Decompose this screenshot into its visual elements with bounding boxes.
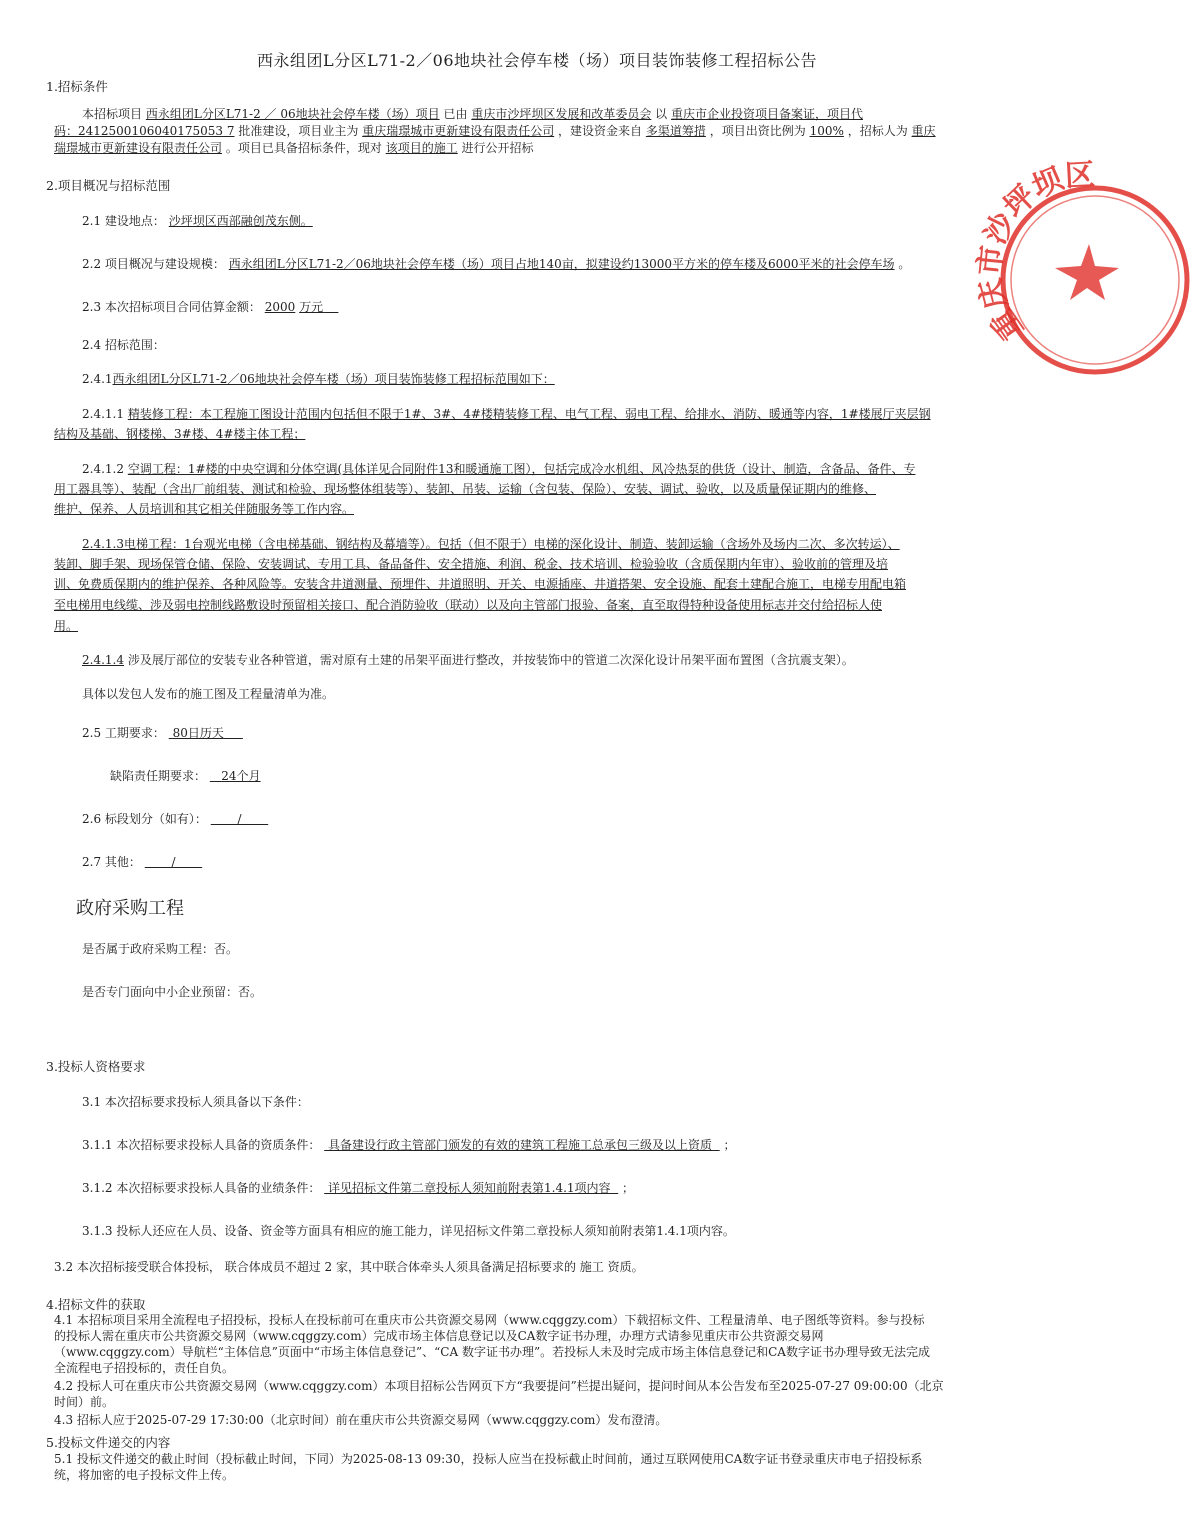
section-5-heading: 5.投标文件递交的内容: [46, 1435, 171, 1450]
s2-2-label: 2.2 项目概况与建设规模：: [82, 257, 225, 271]
s2-6-label: 2.6 标段划分（如有）：: [82, 812, 207, 826]
s1-record: 重庆市企业投资项目备案证，项目代: [671, 107, 864, 121]
s1-text: 。项目已具备招标条件，现对: [225, 141, 382, 155]
s2-5-line: [82, 724, 243, 742]
s3-1-2-line: [82, 1179, 634, 1197]
s2-5-label: 2.5 工期要求：: [82, 726, 165, 740]
s1-text: ，建设资金来自: [558, 124, 643, 138]
s2-4-1-1-line-a: [82, 405, 931, 423]
s2-4-1-4-line: [82, 651, 854, 669]
s1-text: 以: [655, 107, 668, 121]
s1-text: ，招标人为: [847, 124, 908, 138]
s2-3-unit: 万元: [299, 300, 324, 314]
s2-4-1-2-text: 空调工程：1#楼的中央空调和分体空调(具体详见合同附件13和暖通施工图），包括完成冷水机组、风冷热泵的供货（设计、制造，含备品、备件、专: [127, 462, 916, 476]
s3-2-line: 3.2 本次招标接受联合体投标， 联合体成员不超过 2 家，其中联合体牵头人须具备满足招标要求的 施工 资质。: [54, 1260, 644, 1274]
s1-scope: 该项目的施工: [385, 141, 458, 155]
s3-1-1-end: ；: [723, 1138, 736, 1152]
s3-1-2-value: 详见招标文件第二章投标人须知前附表第1.4.1项内容: [328, 1181, 611, 1195]
s2-4-note: 具体以发包人发布的施工图及工程量清单为准。: [82, 687, 335, 701]
s2-4-1-3-line-d: 至电梯用电线缆、涉及弱电控制线路敷设时预留相关接口、配合消防验收（联动）以及向主管部门报验、备案，直至取得特种设备使用标志并交付给招标人使: [54, 598, 883, 612]
s2-3-label: 2.3 本次招标项目合同估算金额：: [82, 300, 261, 314]
s2-7-line: [82, 853, 202, 871]
s2-4-1-4-num: 2.4.1.4: [82, 653, 124, 667]
s2-4-1-line: [82, 370, 555, 388]
s1-ratio: 100%: [809, 124, 844, 138]
s4-2-line-b: 时间）前。: [54, 1395, 115, 1409]
gov-q1: 是否属于政府采购工程：否。: [82, 942, 239, 956]
s2-3-line: [82, 298, 338, 316]
s5-1-line-b: 统，将加密的电子投标文件上传。: [54, 1468, 235, 1482]
s1-line-2: [54, 122, 936, 140]
s2-1-value: 沙坪坝区西部融创茂东侧。: [168, 214, 313, 228]
gov-q2: 是否专门面向中小企业预留：否。: [82, 985, 263, 999]
section-1-heading: 1.招标条件: [46, 79, 108, 94]
s2-6-value: /: [237, 812, 242, 826]
s4-3-line: 4.3 招标人应于2025-07-29 17:30:00（北京时间）前在重庆市公共资源交易网（www.cqggzy.com）发布澄清。: [54, 1413, 668, 1427]
s2-4-1-value: 西永组团L分区L71-2／06地块社会停车楼（场）项目装饰装修工程招标范围如下：: [112, 372, 555, 386]
s2-4-1-2-num: 2.4.1.2: [82, 462, 124, 476]
s1-tenderee: 重庆: [911, 124, 936, 138]
s2-1-label: 2.1 建设地点：: [82, 214, 165, 228]
s4-1-line-b: 的投标人需在重庆市公共资源交易网（www.cqggzy.com）完成市场主体信息登记以及CA数字证书办理，办理方式请参见重庆市公共资源交易网: [54, 1329, 824, 1343]
s2-6-line: [82, 810, 268, 828]
s2-4-1-3-line-b: 装卸、脚手架、现场保管仓储、保险、安装调试、专用工具、备品备件、安全措施、利润、税金、技术培训、检验验收（含质保期内年审）、验收前的管理及培: [54, 557, 889, 571]
s2-2-end: 。: [898, 257, 911, 271]
s4-1-line-c: （www.cqggzy.com）导航栏“主体信息”页面中“市场主体信息登记”、“CA 数字证书办理”。若投标人未及时完成市场主体信息登记和CA数字证书办理导致无法完成: [54, 1345, 930, 1359]
s2-2-value: 西永组团L分区L71-2／06地块社会停车楼（场）项目占地140亩，拟建设约13000平方米的停车楼及6000平米的社会停车场: [228, 257, 895, 271]
s4-2-line-a: 4.2 投标人可在重庆市公共资源交易网（www.cqggzy.com）本项目招标公告网页下方“我要提问”栏提出疑问，提问时间从本公告发布至2025-07-27 09:00:00（北京: [54, 1379, 944, 1393]
svg-text:重庆市沙坪坝区: 重庆市沙坪坝区: [972, 157, 1096, 347]
s1-tenderee: 瑞璟城市更新建设有限责任公司: [54, 141, 223, 155]
section-4-heading: 4.招标文件的获取: [46, 1297, 146, 1312]
s2-4-1-4-text: 涉及展厅部位的安装专业各种管道，需对原有土建的吊架平面进行整改，并按装饰中的管道二次深化设计吊架平面布置图（含抗震支架）。: [127, 653, 854, 667]
gov-heading: 政府采购工程: [76, 898, 184, 919]
s2-5-value: 80日历天: [172, 726, 224, 740]
s2-5b-line: [110, 767, 261, 785]
s1-project-code: 码：2412500106040175053 7: [54, 124, 235, 138]
s1-text: 批准建设，项目业主为: [238, 124, 359, 138]
s1-text: 已由: [443, 107, 468, 121]
s2-4-1-1-line-b: 结构及基础、钢楼梯、3#楼、4#楼主体工程；: [54, 427, 306, 441]
s1-fund: 多渠道筹措: [645, 124, 706, 138]
section-3-heading: 3.投标人资格要求: [46, 1059, 146, 1074]
s3-1-line: 3.1 本次招标要求投标人须具备以下条件：: [82, 1095, 309, 1109]
s4-1-line-d: 全流程电子招投标的，责任自负。: [54, 1361, 235, 1375]
s1-line-1: [82, 105, 863, 123]
page-title: 西永组团L分区L71-2／06地块社会停车楼（场）项目装饰装修工程招标公告: [256, 51, 818, 70]
s2-4-line: 2.4 招标范围：: [82, 338, 165, 352]
s3-1-3-line: 3.1.3 投标人还应在人员、设备、资金等方面具有相应的施工能力，详见招标文件第二章投标人须知前附表第1.4.1项内容。: [82, 1224, 735, 1238]
s2-4-1-1-num: 2.4.1.1: [82, 407, 124, 421]
s2-4-1-2-line-b: 用工器具等）、装配（含出厂前组装、测试和检验、现场整体组装等）、装卸、吊装、运输（含包装、保险）、安装、调试、验收，以及质量保证期内的维修、: [54, 482, 877, 496]
s3-1-2-end: ；: [622, 1181, 635, 1195]
s2-4-1-3-line-c: 训、免费质保期内的维护保养、各种风险等。安装含井道测量、预埋件、井道照明、开关、电源插座、井道搭架、安全设施、配套土建配合施工，电梯专用配电箱: [54, 577, 907, 591]
official-seal: [972, 157, 1195, 380]
s1-text: 本招标项目: [82, 107, 143, 121]
s3-1-2-label: 3.1.2 本次招标要求投标人具备的业绩条件：: [82, 1181, 321, 1195]
s1-owner: 重庆瑞璟城市更新建设有限责任公司: [362, 124, 555, 138]
s1-approver: 重庆市沙坪坝区发展和改革委员会: [471, 107, 652, 121]
s4-1-line-a: 4.1 本招标项目采用全流程电子招投标，投标人在投标前可在重庆市公共资源交易网（www.cqggzy.com）下载招标文件、工程量清单、电子图纸等资料。参与投标: [54, 1313, 925, 1327]
s3-1-1-label: 3.1.1 本次招标要求投标人具备的资质条件：: [82, 1138, 321, 1152]
s2-7-label: 2.7 其他：: [82, 855, 141, 869]
s2-4-1-2-line-a: [82, 460, 915, 478]
section-2-heading: 2.项目概况与招标范围: [46, 178, 171, 193]
s3-1-1-value: 具备建设行政主管部门颁发的有效的建筑工程施工总承包三级及以上资质: [328, 1138, 713, 1152]
s2-5b-label: 缺陷责任期要求：: [110, 769, 207, 783]
s3-1-1-line: [82, 1136, 736, 1154]
s2-5b-value: 24个月: [221, 769, 261, 783]
s2-3-value: 2000: [264, 300, 296, 314]
s1-project-name: 西永组团L分区L71-2 ／ 06地块社会停车楼（场）项目: [145, 107, 440, 121]
s2-4-1-2-line-c: 维护、保养、人员培训和其它相关伴随服务等工作内容。: [54, 502, 355, 516]
s5-1-line-a: 5.1 投标文件递交的截止时间（投标截止时间，下同）为2025-08-13 09:30，投标人应当在投标截止时间前，通过互联网使用CA数字证书登录重庆市电子招投标系: [54, 1452, 923, 1466]
s2-7-value: /: [171, 855, 176, 869]
s1-line-3: [54, 139, 534, 157]
s1-text: ，项目出资比例为: [709, 124, 806, 138]
s2-4-1-num: 2.4.1: [82, 372, 113, 386]
s2-4-1-1-text: 精装修工程：本工程施工图设计范围内包括但不限于1#、3#、4#楼精装修工程、电气工程、弱电工程、给排水、消防、暖通等内容，1#楼展厅夹层钢: [127, 407, 931, 421]
s2-1-line: [82, 212, 313, 230]
s2-2-line: [82, 255, 910, 273]
s1-text: 进行公开招标: [461, 141, 534, 155]
s2-4-1-3-line-e: 用。: [54, 619, 79, 633]
s2-4-1-3-line-a: 2.4.1.3电梯工程：1台观光电梯（含电梯基础、钢结构及幕墙等）。包括（但不限于）电梯的深化设计、制造、装卸运输（含场外及场内二次、多次转运）、: [82, 537, 900, 551]
